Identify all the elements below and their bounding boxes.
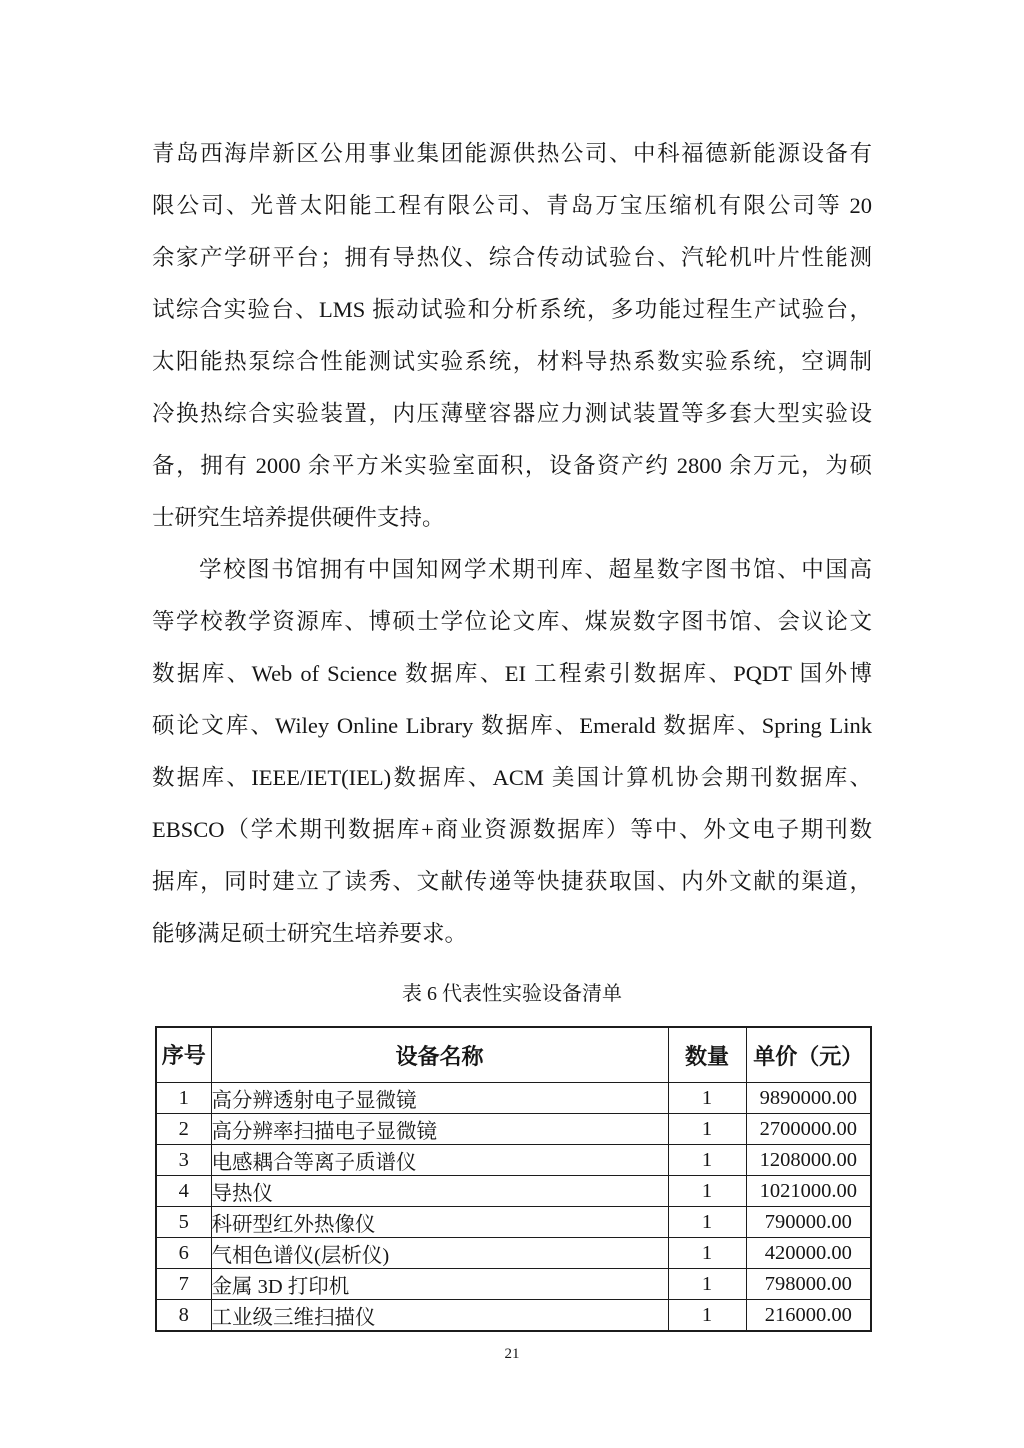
paragraph1-line: 限公司、光普太阳能工程有限公司、青岛万宝压缩机有限公司等 20 — [152, 193, 872, 218]
cell-price: 216000.00 — [746, 1300, 871, 1332]
header-name: 设备名称 — [211, 1027, 668, 1083]
table-row — [156, 1238, 871, 1269]
cell-name: 科研型红外热像仪 — [211, 1207, 668, 1238]
cell-price: 420000.00 — [746, 1238, 871, 1269]
header-qty: 数量 — [668, 1027, 746, 1083]
cell-name: 高分辨透射电子显微镜 — [211, 1083, 668, 1114]
cell-name: 金属 3D 打印机 — [211, 1269, 668, 1300]
paragraph2-line: 学校图书馆拥有中国知网学术期刊库、超星数字图书馆、中国高 — [199, 557, 872, 582]
paragraph1-line: 冷换热综合实验装置，内压薄壁容器应力测试装置等多套大型实验设 — [152, 401, 872, 426]
page-number: 21 — [504, 1346, 520, 1362]
cell-index: 7 — [156, 1269, 211, 1300]
header-price: 单价（元） — [746, 1027, 871, 1083]
paragraph2-line: 硕论文库、Wiley Online Library 数据库、Emerald 数据库、Spring Link — [152, 713, 872, 738]
paragraph1-line: 备，拥有 2000 余平方米实验室面积，设备资产约 2800 余万元，为硕 — [152, 453, 872, 478]
cell-price: 9890000.00 — [746, 1083, 871, 1114]
page-body — [152, 128, 872, 1364]
table-row — [156, 1145, 871, 1176]
paragraph1-line: 试综合实验台、LMS 振动试验和分析系统，多功能过程生产试验台， — [152, 297, 872, 322]
cell-qty: 1 — [668, 1176, 746, 1207]
cell-name: 导热仪 — [211, 1176, 668, 1207]
paragraph1-line: 余家产学研平台；拥有导热仪、综合传动试验台、汽轮机叶片性能测 — [152, 245, 872, 270]
cell-index: 1 — [156, 1083, 211, 1114]
cell-index: 6 — [156, 1238, 211, 1269]
cell-price: 1208000.00 — [746, 1145, 871, 1176]
cell-price: 2700000.00 — [746, 1114, 871, 1145]
cell-name: 电感耦合等离子质谱仪 — [211, 1145, 668, 1176]
equipment-table-body — [156, 1083, 871, 1332]
cell-qty: 1 — [668, 1145, 746, 1176]
table-header-row — [156, 1027, 871, 1083]
table-row — [156, 1083, 871, 1114]
cell-index: 8 — [156, 1300, 211, 1332]
cell-index: 4 — [156, 1176, 211, 1207]
cell-index: 2 — [156, 1114, 211, 1145]
cell-qty: 1 — [668, 1300, 746, 1332]
table-row — [156, 1114, 871, 1145]
paragraph2-line: 数据库、Web of Science 数据库、EI 工程索引数据库、PQDT 国外博 — [152, 661, 872, 686]
cell-qty: 1 — [668, 1114, 746, 1145]
paragraph1-line: 士研究生培养提供硬件支持。 — [152, 505, 445, 530]
paragraph2-line: 据库，同时建立了读秀、文献传递等快捷获取国、内外文献的渠道， — [152, 869, 872, 894]
equipment-table-header — [156, 1027, 871, 1083]
cell-qty: 1 — [668, 1207, 746, 1238]
paragraph2-line: 能够满足硕士研究生培养要求。 — [152, 921, 468, 946]
table-row — [156, 1269, 871, 1300]
paragraph1-line: 青岛西海岸新区公用事业集团能源供热公司、中科福德新能源设备有 — [152, 141, 872, 166]
cell-price: 790000.00 — [746, 1207, 871, 1238]
paragraph2-line: 等学校教学资源库、博硕士学位论文库、煤炭数字图书馆、会议论文 — [152, 609, 872, 634]
paragraph1-line: 太阳能热泵综合性能测试实验系统，材料导热系数实验系统，空调制 — [152, 349, 872, 374]
cell-price: 1021000.00 — [746, 1176, 871, 1207]
cell-index: 3 — [156, 1145, 211, 1176]
cell-name: 工业级三维扫描仪 — [211, 1300, 668, 1332]
cell-qty: 1 — [668, 1083, 746, 1114]
equipment-table — [155, 1026, 872, 1332]
table-row — [156, 1176, 871, 1207]
header-index: 序号 — [156, 1027, 211, 1083]
cell-price: 798000.00 — [746, 1269, 871, 1300]
cell-name: 高分辨率扫描电子显微镜 — [211, 1114, 668, 1145]
cell-qty: 1 — [668, 1269, 746, 1300]
table-caption: 表 6 代表性实验设备清单 — [402, 983, 622, 1005]
cell-name: 气相色谱仪(层析仪) — [211, 1238, 668, 1269]
table-row — [156, 1300, 871, 1332]
cell-index: 5 — [156, 1207, 211, 1238]
paragraph2-line: 数据库、IEEE/IET(IEL)数据库、ACM 美国计算机协会期刊数据库、 — [152, 765, 872, 790]
cell-qty: 1 — [668, 1238, 746, 1269]
paragraph2-line: EBSCO（学术期刊数据库+商业资源数据库）等中、外文电子期刊数 — [152, 817, 872, 842]
table-row — [156, 1207, 871, 1238]
